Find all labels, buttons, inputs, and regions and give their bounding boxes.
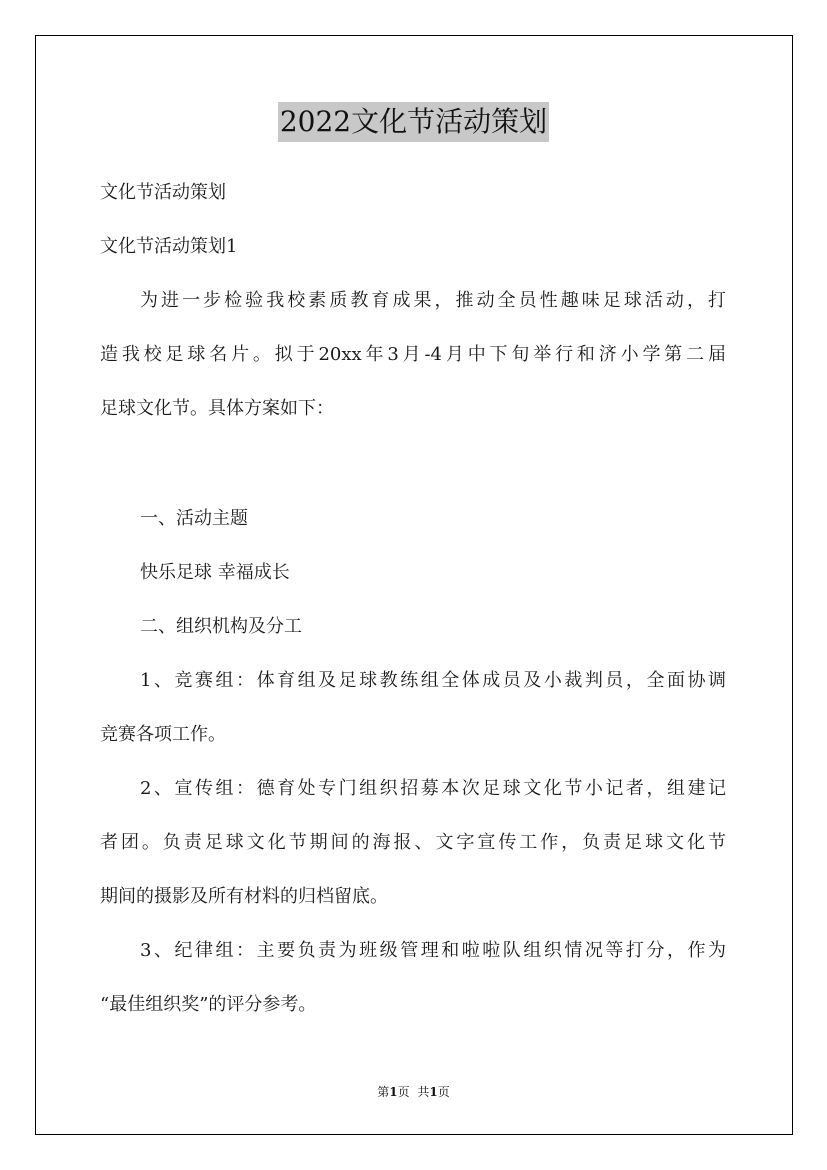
- paragraph-line: 2、宣传组：德育处专门组织招募本次足球文化节小记者，组建记: [140, 778, 726, 799]
- footer-total-number: 1: [429, 1085, 438, 1099]
- footer-page-prefix: 第: [377, 1085, 390, 1099]
- theme-text: 快乐足球 幸福成长: [140, 562, 290, 583]
- section-heading: 文化节活动策划1: [100, 236, 238, 257]
- paragraph-line: 3、纪律组：主要负责为班级管理和啦啦队组织情况等打分，作为: [140, 940, 726, 961]
- document-title: 2022文化节活动策划: [278, 102, 549, 142]
- theme-heading: 一、活动主题: [140, 508, 248, 529]
- document-subtitle: 文化节活动策划: [100, 182, 226, 203]
- paragraph-line: 为进一步检验我校素质教育成果，推动全员性趣味足球活动，打: [140, 290, 726, 311]
- footer-total-prefix: 共: [417, 1085, 430, 1099]
- paragraph-line: 者团。负责足球文化节期间的海报、文字宣传工作，负责足球文化节: [100, 832, 726, 853]
- footer-page-number: 1: [389, 1085, 398, 1099]
- org-heading: 二、组织机构及分工: [140, 616, 302, 637]
- paragraph-line: “最佳组织奖”的评分参考。: [100, 994, 317, 1015]
- footer-page-suffix: 页: [397, 1085, 410, 1099]
- paragraph-line: 竞赛各项工作。: [100, 724, 226, 745]
- page-footer: [0, 1084, 827, 1100]
- title-container: [0, 102, 827, 142]
- paragraph-line: 足球文化节。具体方案如下：: [100, 398, 334, 419]
- footer-total-suffix: 页: [437, 1085, 450, 1099]
- paragraph-line: 期间的摄影及所有材料的归档留底。: [100, 886, 388, 907]
- paragraph-line: 造我校足球名片。拟于20xx年3月-4月中下旬举行和济小学第二届: [100, 344, 726, 365]
- paragraph-line: 1、竞赛组：体育组及足球教练组全体成员及小裁判员，全面协调: [140, 670, 726, 691]
